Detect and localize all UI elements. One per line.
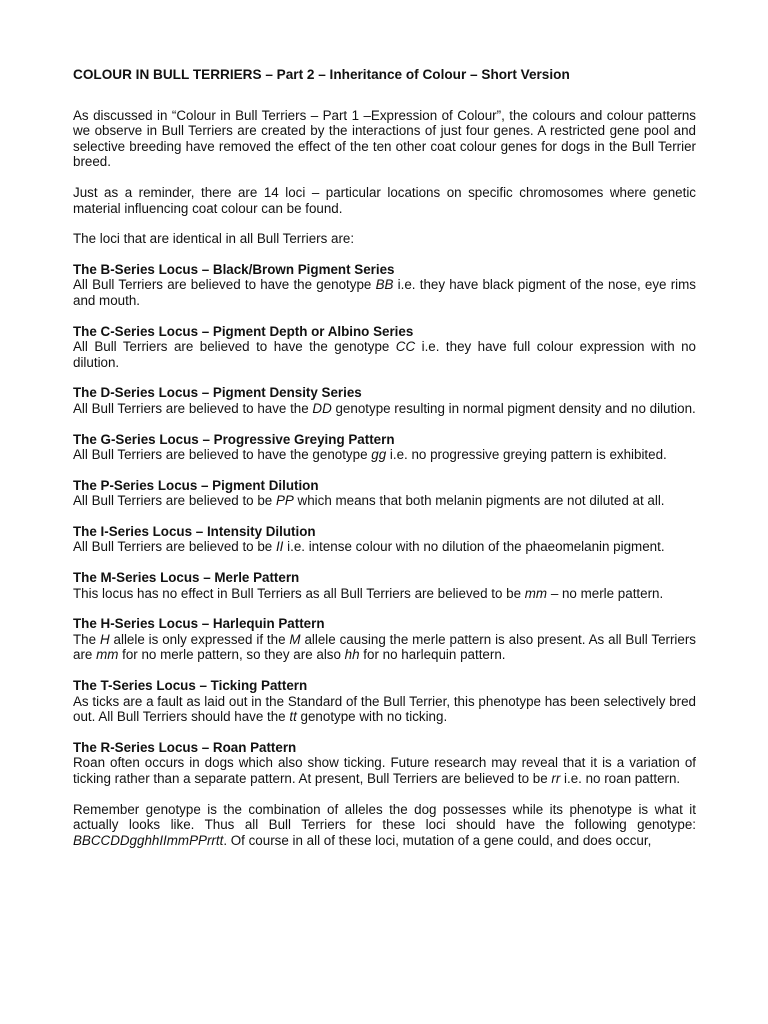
locus-description: [73, 447, 696, 463]
locus-section: [73, 616, 696, 663]
text-run: i.e. no roan pattern.: [560, 771, 681, 786]
locus-heading: The P-Series Locus – Pigment Dilution: [73, 477, 319, 493]
text-run: i.e. they have black pigment of the nose, eye rims and mouth.: [73, 277, 696, 308]
locus-section: [73, 385, 696, 416]
genotype-term: PP: [275, 493, 294, 509]
locus-section: [73, 740, 696, 787]
locus-heading: The B-Series Locus – Black/Brown Pigment Series: [73, 261, 395, 277]
genotype-term: mm: [524, 585, 548, 601]
genotype-term: mm: [96, 647, 119, 663]
locus-section: [73, 524, 696, 555]
locus-heading: The D-Series Locus – Pigment Density Series: [73, 385, 362, 401]
document-content: [73, 67, 696, 863]
locus-description: [73, 339, 696, 370]
text-run: As discussed in “Colour in Bull Terriers – Part 1 –Expression of Colour”, the colours and colour patterns we observe in Bull Terriers are created by the interactions of just four genes. A restricted gene pool and selective breeding have removed the effect of the ten other coat colour genes for dogs in the Bull Terrier breed.: [73, 107, 696, 170]
text-run: Roan often occurs in dogs which also show ticking. Future research may reveal that it is a variation of ticking rather than a separate pattern. At present, Bull Terriers are believed to be: [73, 755, 696, 786]
locus-section: [73, 324, 696, 371]
locus-heading: The H-Series Locus – Harlequin Pattern: [73, 616, 325, 632]
locus-heading: The I-Series Locus – Intensity Dilution: [73, 523, 316, 539]
locus-section: [73, 678, 696, 725]
closing-paragraph: [73, 802, 696, 849]
genotype-term: tt: [289, 709, 297, 725]
genotype-term: hh: [344, 647, 360, 663]
text-run: All Bull Terriers are believed to be: [73, 539, 276, 555]
text-run: which means that both melanin pigments are not diluted at all.: [293, 493, 665, 509]
document-title: COLOUR IN BULL TERRIERS – Part 2 – Inheritance of Colour – Short Version: [73, 67, 570, 82]
genotype-term: BB: [375, 277, 394, 293]
genotype-term: DD: [312, 400, 332, 416]
text-run: genotype resulting in normal pigment density and no dilution.: [331, 400, 696, 416]
intro-paragraph: [73, 231, 696, 247]
locus-description: [73, 586, 696, 602]
text-run: i.e. no progressive greying pattern is exhibited.: [386, 447, 667, 463]
text-run: i.e. intense colour with no dilution of the phaeomelanin pigment.: [283, 539, 665, 555]
locus-description: [73, 493, 696, 509]
text-run: All Bull Terriers are believed to have the genotype: [73, 277, 376, 293]
genotype-term: BBCCDDgghhIImmPPrrtt: [73, 832, 224, 848]
text-run: allele causing the merle pattern is also present. As all Bull Terriers are: [73, 631, 697, 663]
genotype-term: rr: [551, 771, 561, 786]
text-run: Just as a reminder, there are 14 loci – particular locations on specific chromosomes where genetic material influencing coat colour can be found.: [73, 184, 696, 216]
locus-section: [73, 262, 696, 309]
text-run: All Bull Terriers are believed to be: [73, 493, 276, 509]
locus-heading: The R-Series Locus – Roan Pattern: [73, 739, 297, 755]
text-run: Remember genotype is the combination of alleles the dog possesses while its phenotype is what it actually looks like. Thus all Bull Terriers for these loci should have the following genotype:: [73, 801, 696, 833]
locus-description: [73, 694, 696, 725]
locus-section: [73, 478, 696, 509]
genotype-term: H: [99, 631, 110, 647]
locus-heading: The C-Series Locus – Pigment Depth or Albino Series: [73, 323, 414, 339]
locus-section: [73, 570, 696, 601]
text-run: All Bull Terriers are believed to have the genotype: [73, 447, 372, 463]
locus-description: [73, 755, 696, 786]
locus-heading: The G-Series Locus – Progressive Greying Pattern: [73, 431, 395, 447]
text-run: As ticks are a fault as laid out in the Standard of the Bull Terrier, this phenotype has been selectively bred out. All Bull Terriers should have the: [73, 693, 696, 725]
locus-description: [73, 277, 696, 308]
genotype-term: CC: [395, 339, 416, 355]
locus-heading: The T-Series Locus – Ticking Pattern: [73, 678, 308, 694]
text-run: for no merle pattern, so they are also: [118, 647, 345, 663]
intro-paragraph: [73, 185, 696, 216]
intro-block: [73, 108, 696, 247]
intro-paragraph: [73, 108, 696, 170]
text-run: This locus has no effect in Bull Terriers as all Bull Terriers are believed to be: [73, 585, 525, 601]
text-run: The loci that are identical in all Bull Terriers are:: [73, 231, 355, 247]
text-run: . Of course in all of these loci, mutation of a gene could, and does occur,: [223, 832, 652, 848]
genotype-term: gg: [371, 447, 387, 463]
text-run: genotype with no ticking.: [296, 709, 448, 725]
locus-description: [73, 632, 696, 663]
locus-description: [73, 539, 696, 555]
text-run: i.e. they have full colour expression with no dilution.: [73, 339, 696, 370]
locus-heading: The M-Series Locus – Merle Pattern: [73, 570, 300, 586]
text-run: All Bull Terriers are believed to have the: [73, 400, 313, 416]
genotype-term: M: [289, 631, 301, 647]
text-run: – no merle pattern.: [547, 585, 664, 601]
text-run: allele is only expressed if the: [109, 631, 290, 647]
genotype-term: II: [275, 539, 284, 555]
locus-section: [73, 432, 696, 463]
text-run: All Bull Terriers are believed to have the genotype: [73, 339, 396, 355]
locus-sections: [73, 262, 696, 787]
locus-description: [73, 401, 696, 417]
text-run: The: [73, 631, 100, 647]
text-run: for no harlequin pattern.: [359, 647, 506, 663]
